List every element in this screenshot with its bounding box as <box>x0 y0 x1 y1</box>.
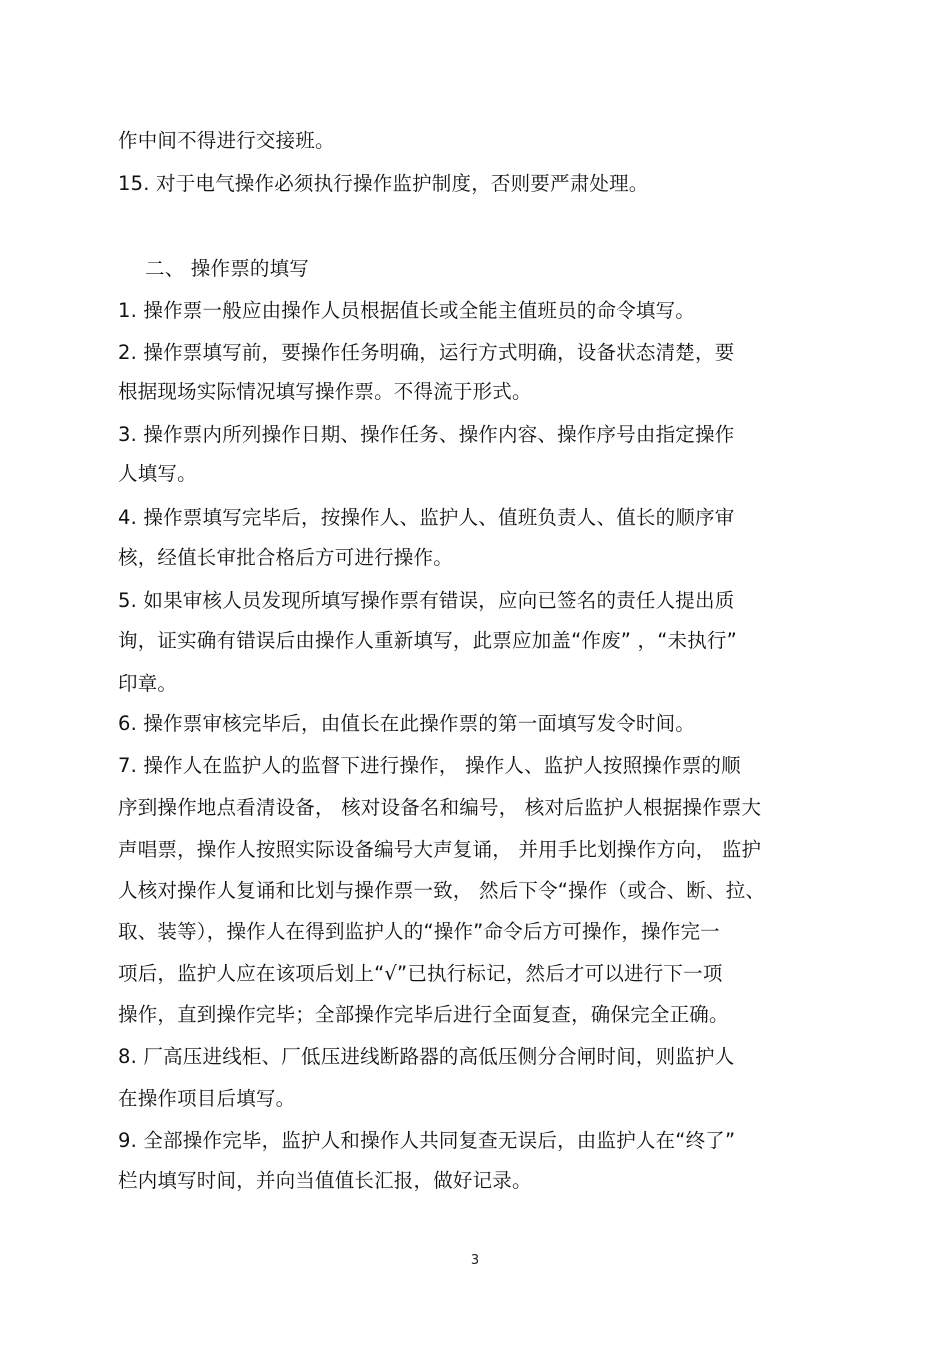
text-line: 根据现场实际情况填写操作票。不得流于形式。 <box>118 380 532 403</box>
page-number: 3 <box>470 1253 480 1268</box>
section-heading: 二、 操作票的填写 <box>145 257 309 280</box>
text-line: 印章。 <box>118 672 178 695</box>
text-line: 项后，监护人应在该项后划上“√”已执行标记，然后才可以进行下一项 <box>118 962 723 985</box>
text-line: 人填写。 <box>118 462 197 485</box>
text-line: 声唱票，操作人按照实际设备编号大声复诵， 并用手比划操作方向， 监护 <box>118 838 762 861</box>
text-line: 2. 操作票填写前，要操作任务明确，运行方式明确，设备状态清楚，要 <box>118 341 735 364</box>
text-line: 取、装等），操作人在得到监护人的“操作”命令后方可操作，操作完一 <box>118 920 720 943</box>
text-line: 人核对操作人复诵和比划与操作票一致， 然后下令“操作（或合、断、拉、 <box>118 879 766 902</box>
text-line: 8. 厂高压进线柜、厂低压进线断路器的高低压侧分合闸时间，则监护人 <box>118 1045 735 1068</box>
text-line: 9. 全部操作完毕，监护人和操作人共同复查无误后，由监护人在“终了” <box>118 1129 736 1152</box>
text-line: 在操作项目后填写。 <box>118 1087 296 1110</box>
text-line: 6. 操作票审核完毕后，由值长在此操作票的第一面填写发令时间。 <box>118 712 696 735</box>
text-line: 作中间不得进行交接班。 <box>118 129 335 152</box>
text-line: 操作，直到操作完毕；全部操作完毕后进行全面复查，确保完全正确。 <box>118 1003 729 1026</box>
text-line: 15. 对于电气操作必须执行操作监护制度，否则要严肃处理。 <box>118 172 649 195</box>
text-line: 5. 如果审核人员发现所填写操作票有错误，应向已签名的责任人提出质 <box>118 589 735 612</box>
text-line: 核，经值长审批合格后方可进行操作。 <box>118 546 453 569</box>
text-line: 4. 操作票填写完毕后，按操作人、监护人、值班负责人、值长的顺序审 <box>118 506 735 529</box>
text-line: 栏内填写时间，并向当值值长汇报，做好记录。 <box>118 1169 532 1192</box>
text-line: 7. 操作人在监护人的监督下进行操作， 操作人、监护人按照操作票的顺 <box>118 754 741 777</box>
text-line: 1. 操作票一般应由操作人员根据值长或全能主值班员的命令填写。 <box>118 299 696 322</box>
text-line: 3. 操作票内所列操作日期、操作任务、操作内容、操作序号由指定操作 <box>118 423 735 446</box>
text-line: 序到操作地点看清设备， 核对设备名和编号， 核对后监护人根据操作票大 <box>118 796 762 819</box>
text-line: 询，证实确有错误后由操作人重新填写，此票应加盖“作废” ，“未执行” <box>118 629 737 652</box>
